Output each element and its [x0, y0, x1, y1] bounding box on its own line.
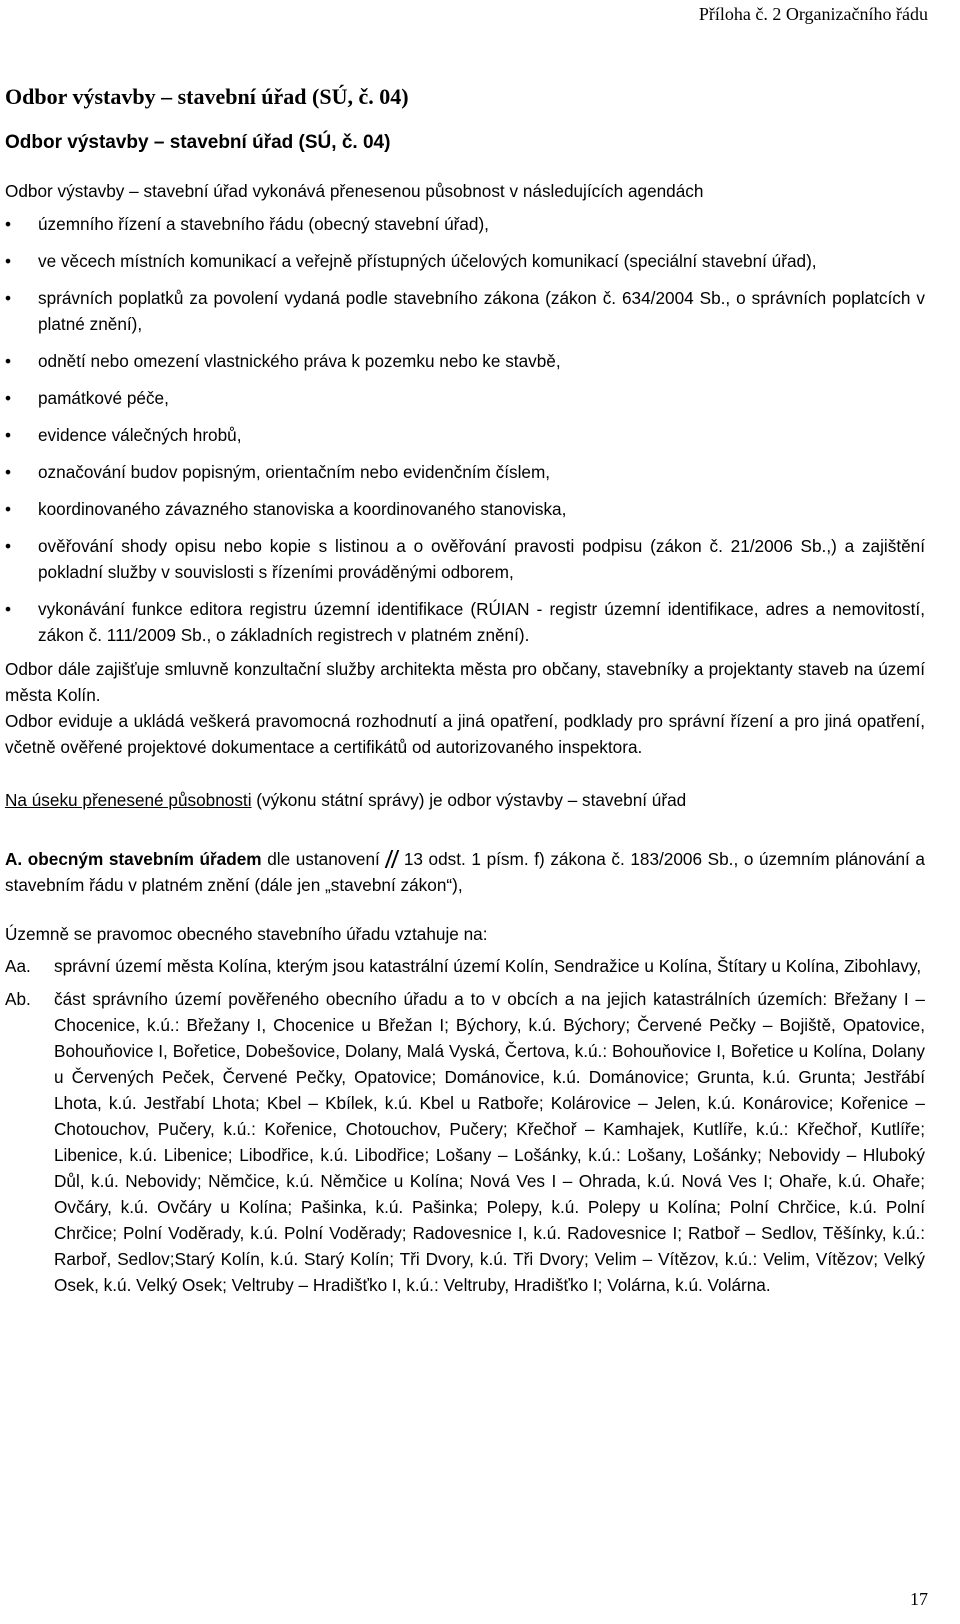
list-item [5, 496, 925, 522]
department-title-serif: Odbor výstavby – stavební úřad (SÚ, č. 04) [5, 84, 409, 109]
list-item [5, 211, 925, 237]
decree-paragraph [5, 846, 925, 898]
list-item-text: územního řízení a stavebního řádu (obecný stavební úřad), [38, 214, 489, 234]
list-item-text: památkové péče, [38, 388, 169, 408]
section-heading [5, 787, 925, 813]
page-number: 17 [910, 1589, 928, 1609]
bullet-icon: • [5, 251, 12, 271]
bullet-icon: • [5, 214, 12, 234]
bullet-icon: • [5, 351, 12, 371]
scope-item-text: část správního území pověřeného obecního úřadu a to v obcích a na jejich katastrálních územích: Břežany I – Chocenice, k.ú.: Břežany I, Chocenice u Břežan I; Býchory, k.ú. Býchory; Červené Pečky – Bojiště, Opatovice, Bohouňovice I, Bořetice, Dobešovice, Dolany, Malá Vyská, Čertova, k.ú.: Bohouňovice I, Bořetice u Kolína, Dolany u Červených Peček, Červené Pečky, Opatovice; Dománovice, k.ú. Dománovice; Grunta, k.ú. Grunta; Jestřábí Lhota, k.ú. Jestřabí Lhota; Kbel – Kbílek, k.ú. Kbel u Ratboře; Kolárovice – Jelen, k.ú. Konárovice; Kořenice – Chotouchov, Pučery, k.ú.: Kořenice, Chotouchov, Pučery; Křečhoř – Kamhajek, Kutlíře, k.ú.: Křečhoř, Kutlíře; Libenice, k.ú. Libenice; Libodřice, k.ú. Libodřice; Lošany – Lošánky, k.ú.: Lošany, Lošánky; Nebovidy – Hluboký Důl, k.ú. Nebovidy; Němčice, k.ú. Němčice u Kolína; Nová Ves I – Ohrada, k.ú. Nová Ves I; Ohaře, k.ú. Ohaře; Ovčáry, k.ú. Ovčáry u Kolína; Pašinka, k.ú. Pašinka; Polepy, k.ú. Polepy u Kolína; Polní Chrčice, k.ú. Polní Chrčice; Polní Voděrady, k.ú. Polní Voděrady; Radovesnice I, k.ú. Radovesnice I; Ratboř – Sedlov, Těšínky, k.ú.: Rarboř, Sedlov;Starý Kolín, k.ú. Starý Kolín; Tři Dvory, k.ú. Tři Dvory; Velim – Vítězov, k.ú.: Velim, Vítězov; Velký Osek, k.ú. Velký Osek; Veltruby – Hradišťko I, k.ú.: Veltruby, Hradišťko I; Volárna, k.ú. Volárna. [54, 989, 925, 1295]
section-heading-underlined: Na úseku přenesené působnosti [5, 790, 252, 810]
list-item [5, 459, 925, 485]
section-heading-rest: (výkonu státní správy) je odbor výstavby – stavební úřad [251, 790, 687, 810]
intro-paragraph: Odbor výstavby – stavební úřad vykonává přenesenou působnost v následujících agendách [5, 181, 704, 201]
scope-item [5, 953, 925, 979]
list-item [5, 422, 925, 448]
list-item [5, 533, 925, 585]
list-item-text: označování budov popisným, orientačním nebo evidenčním číslem, [38, 462, 551, 482]
scope-item [5, 986, 925, 1298]
bullet-icon: • [5, 288, 12, 308]
header-note: Příloha č. 2 Organizačního řádu [698, 4, 928, 24]
list-item [5, 248, 925, 274]
records-paragraph: Odbor eviduje a ukládá veškerá pravomocná rozhodnutí a jiná opatření, podklady pro správní řízení a pro jiná opatření, včetně ověřené projektové dokumentace a certifikátů od autorizovaného inspektora. [5, 711, 925, 757]
list-item-text: koordinovaného závazného stanoviska a koordinovaného stanoviska, [38, 499, 567, 519]
bullet-icon: • [5, 462, 12, 482]
bullet-icon: • [5, 499, 12, 519]
document-body [5, 178, 925, 1305]
decree-before-para: dle ustanovení [261, 849, 380, 869]
bullet-icon: • [5, 425, 12, 445]
scope-item-label: Aa. [5, 956, 31, 976]
list-item [5, 596, 925, 648]
list-item [5, 385, 925, 411]
list-item [5, 348, 925, 374]
list-item-text: evidence válečných hrobů, [38, 425, 242, 445]
list-item-text: ve věcech místních komunikací a veřejně přístupných účelových komunikací (speciální stavební úřad), [38, 251, 817, 271]
list-item-text: odnětí nebo omezení vlastnického práva k pozemku nebo ke stavbě, [38, 351, 561, 371]
bullet-icon: • [5, 388, 12, 408]
list-item [5, 285, 925, 337]
architect-services-paragraph: Odbor dále zajišťuje smluvně konzultační služby architekta města pro občany, stavebníky a projektanty staveb na území města Kolín. [5, 659, 925, 705]
agenda-list [5, 211, 925, 648]
scope-item-label: Ab. [5, 989, 31, 1009]
scope-item-text: správní území města Kolína, kterým jsou katastrální území Kolín, Sendražice u Kolína, Štítary u Kolína, Zibohlavy, [54, 956, 922, 976]
bullet-icon: • [5, 536, 12, 556]
decree-bold: A. obecným stavebním úřadem [5, 849, 262, 869]
decree-after-para: 13 odst. 1 písm. f) zákona č. 183/2006 Sb., o územním plánování a stavebním řádu v platném znění (dále jen „stavební zákon“), [5, 849, 925, 895]
section-sign-icon [384, 850, 400, 868]
bullet-icon: • [5, 599, 12, 619]
scope-intro: Územně se pravomoc obecného stavebního úřadu vztahuje na: [5, 924, 488, 944]
list-item-text: ověřování shody opisu nebo kopie s listinou a o ověřování pravosti podpisu (zákon č. 21/2006 Sb.,) a zajištění pokladní služby v souvislosti s řízeními prováděnými odborem, [38, 536, 925, 582]
list-item-text: vykonávání funkce editora registru územní identifikace (RÚIAN - registr územní identifikace, adres a nemovitostí, zákon č. 111/2009 Sb., o základních registrech v platném znění). [38, 599, 925, 645]
department-title: Odbor výstavby – stavební úřad (SÚ, č. 04) [5, 132, 391, 153]
list-item-text: správních poplatků za povolení vydaná podle stavebního zákona (zákon č. 634/2004 Sb., o správních poplatcích v platné znění), [38, 288, 925, 334]
